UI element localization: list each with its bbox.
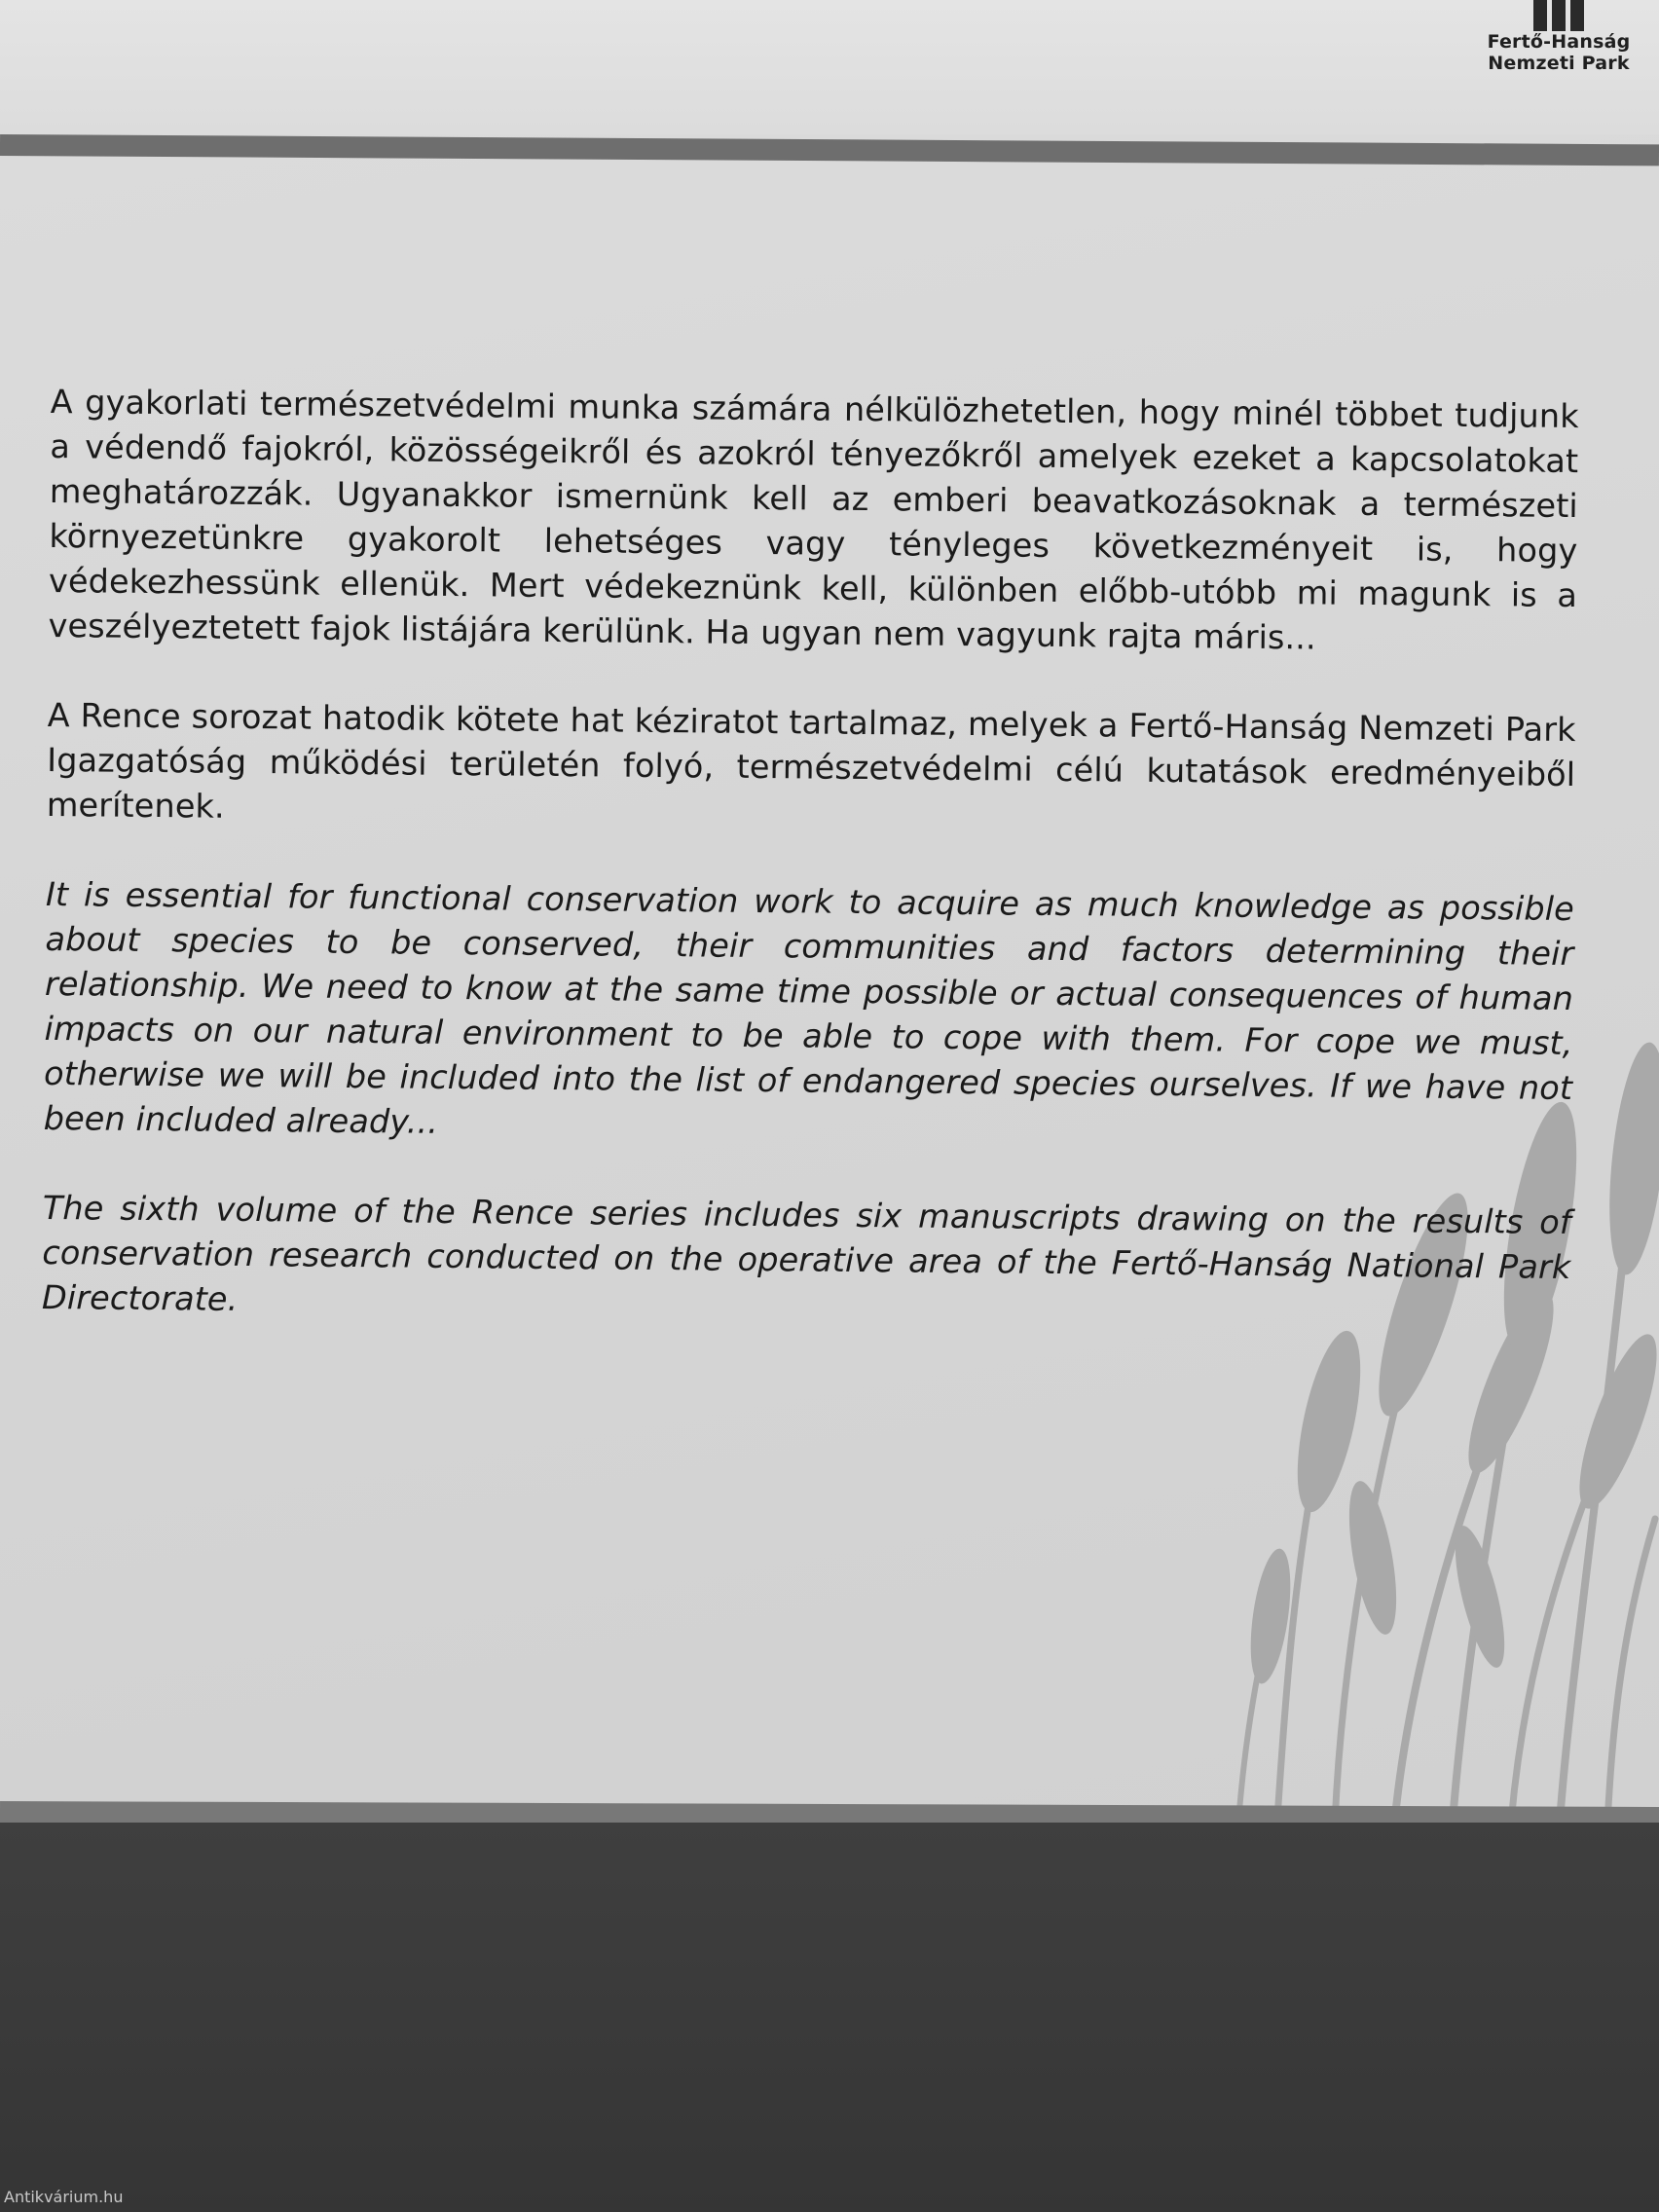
paragraph-en-2: The sixth volume of the Rence series includes six manuscripts drawing on the results of conservation research conducted on the operative area of the Fertő-Hanság National Park Directorate. <box>41 1188 1571 1318</box>
top-band <box>0 0 1659 134</box>
paragraph-en-1: It is essential for functional conservation work to acquire as much knowledge as possible about species to be conserved, their communities and factors determining their relationship. We need to know at the same time possible or actual consequences of human impacts on our natural environment to be able to cope with them. For cope we must, otherwise we will be included into the list of endangered species ourselves. If we have not been included already... <box>43 874 1575 1141</box>
paragraph-hu-2: A Rence sorozat hatodik kötete hat kéziratot tartalmaz, melyek a Fertő-Hanság Nemzeti Park Igazgatóság működési területén folyó, természetvédelmi célú kutatások eredményeiből merítenek. <box>46 695 1576 826</box>
paragraph-hu-1: A gyakorlati természetvédelmi munka számára nélkülözhetetlen, hogy minél többet tudjunk a védendő fajokról, közösségeikről és azokról tényezőkről amelyek ezeket a kapcsolatokat meghatározzák. Ugyanakkor ismernünk kell az emberi beavatkozásoknak a természeti környezetünkre gyakorolt lehetséges vagy tényleges következményeit is, hogy védekezhessünk ellenük. Mert védekeznünk kell, különben előbb-utóbb mi magunk is a veszélyeztetett fajok listájára kerülünk. Ha ugyan nem vagyunk rajta máris... <box>48 382 1579 657</box>
logo-line-1: Fertő-Hanság <box>1487 31 1631 53</box>
logo-line-2: Nemzeti Park <box>1488 53 1630 74</box>
park-logo <box>1476 0 1641 92</box>
bottom-band <box>0 1823 1659 2212</box>
watermark: Antikvárium.hu <box>4 2188 124 2206</box>
logo-mark-icon <box>1520 0 1598 31</box>
top-stripe <box>0 134 1659 166</box>
cover-text <box>41 380 1579 1380</box>
